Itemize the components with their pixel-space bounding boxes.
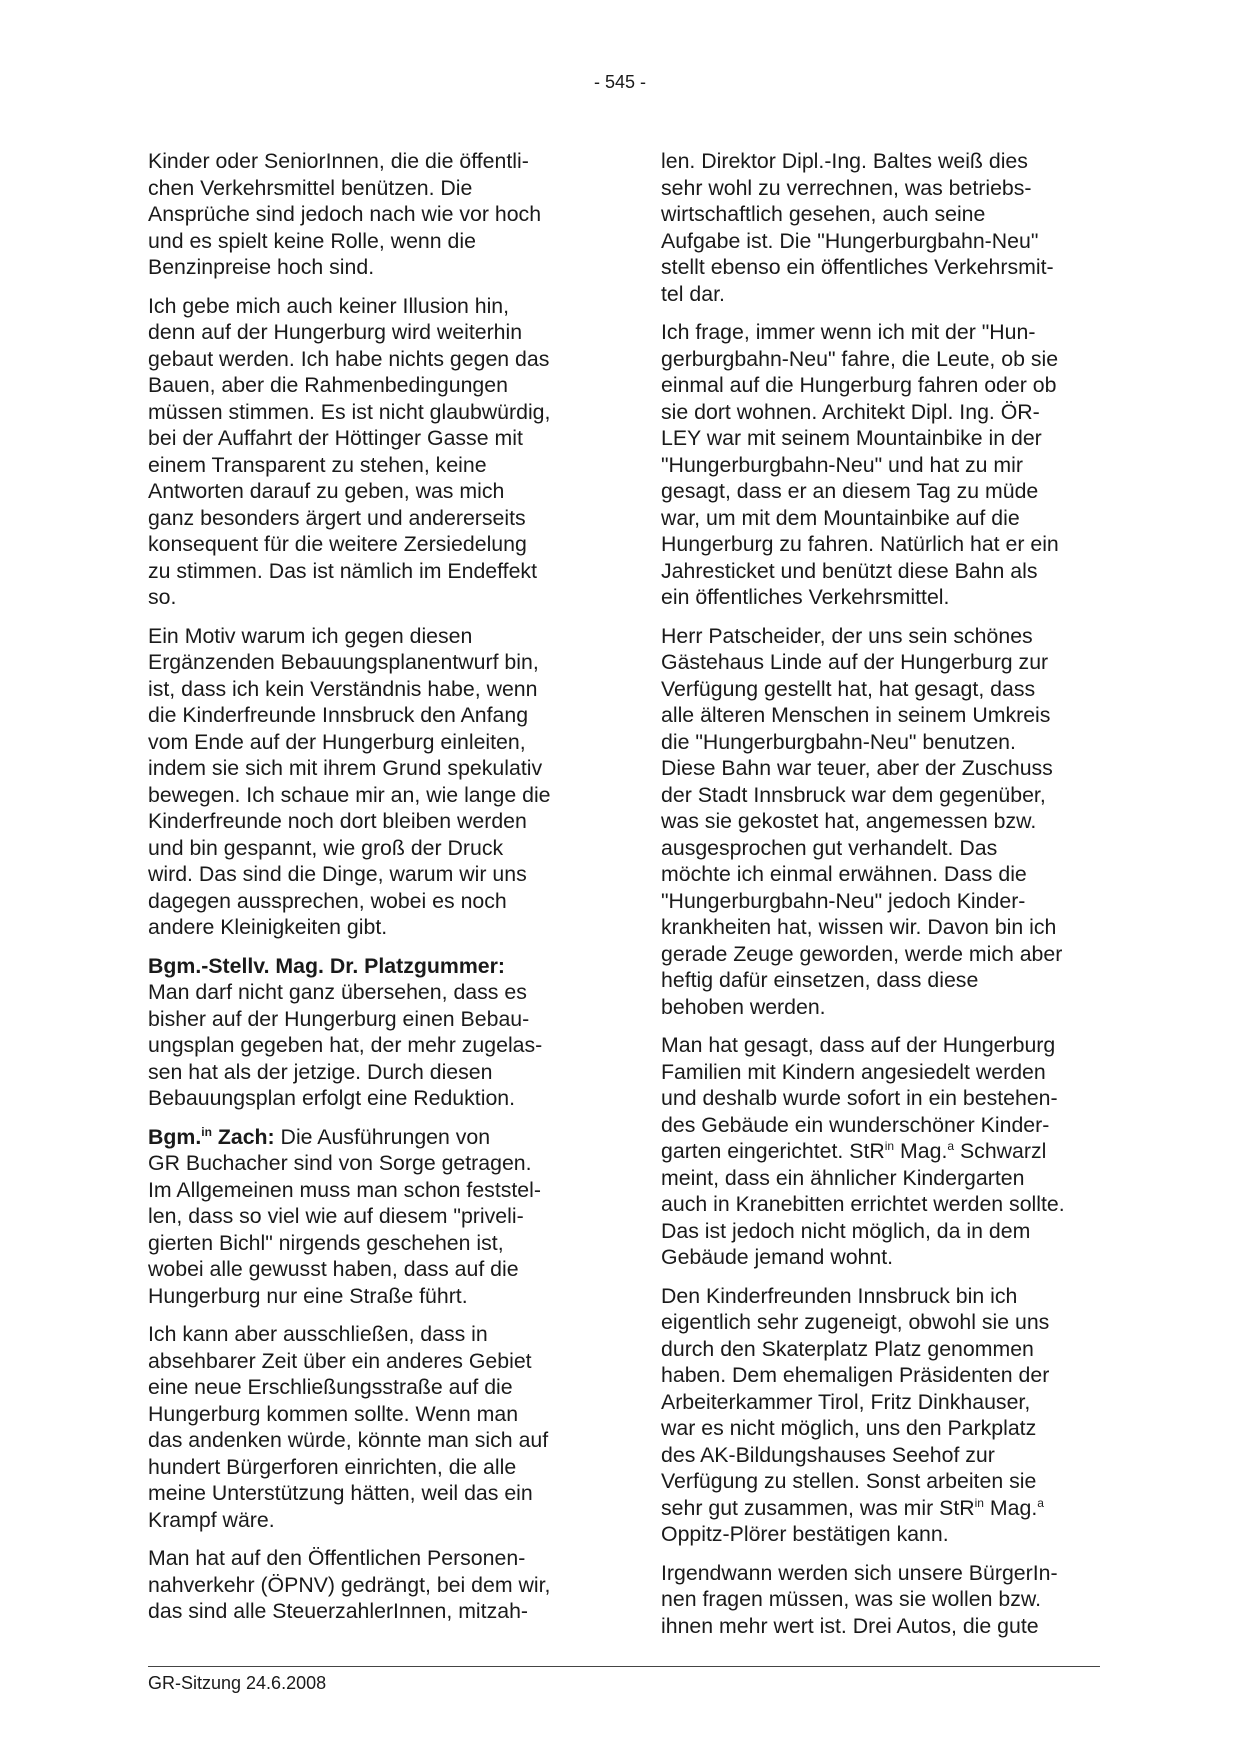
paragraph: Kinder oder SeniorInnen, die die öffentli- chen Verkehrsmittel benützen. Die Ansprüche sind jedoch nach wie vor hoch und es spielt keine Rolle, wenn die Benzinpreise hoch sind. <box>148 149 542 279</box>
speaker-name: Bgm.-Stellv. Mag. Dr. Platzgummer: <box>148 953 505 978</box>
paragraph: Ich frage, immer wenn ich mit der "Hun- gerburgbahn-Neu" fahre, die Leute, ob sie einmal auf die Hungerburg fahren oder ob sie dort wohnen. Architekt Dipl. Ing. ÖR- LEY war mit seinem Mountainbike in der "Hungerburgbahn-Neu" und hat zu mir gesagt, dass er an diesem Tag zu müde war, um mit dem Mountainbike auf die Hungerburg zu fahren. Natürlich hat er ein Jahresticket und benützt diese Bahn als ein öffentliches Verkehrsmittel. <box>661 320 1059 609</box>
paragraph: Ich kann aber ausschließen, dass in absehbarer Zeit über ein anderes Gebiet eine neue Erschließungsstraße auf die Hungerburg kommen sollte. Wenn man das andenken würde, könnte man sich auf hundert Bürgerforen einrichten, die alle meine Unterstützung hätten, weil das ein Krampf wäre. <box>148 1322 549 1532</box>
page-number: - 545 - <box>593 72 647 92</box>
right-column <box>661 148 1106 1651</box>
paragraph-text: Man darf nicht ganz übersehen, dass es bisher auf der Hungerburg einen Bebau- ungsplan gegeben hat, der mehr zugelas- sen hat als der jetzige. Durch diesen Bebauungsplan erfolgt eine Reduktion. <box>148 980 543 1110</box>
paragraph-text: Die Ausführungen von GR Buchacher sind von Sorge getragen. Im Allgemeinen muss man schon feststel- len, dass so viel wie auf diesem "priveli- gierten Bichl" nirgends geschehen ist, wobei alle gewusst haben, dass auf die Hungerburg nur eine Straße führt. <box>148 1124 541 1308</box>
paragraph <box>148 953 593 1112</box>
paragraph: Ein Motiv warum ich gegen diesen Ergänzenden Bebauungsplanentwurf bin, ist, dass ich kein Verständnis habe, wenn die Kinderfreunde Innsbruck den Anfang vom Ende auf der Hungerburg einleiten, indem sie sich mit ihrem Grund spekulativ bewegen. Ich schaue mir an, wie lange die Kinderfreunde noch dort bleiben werden und bin gespannt, wie groß der Druck wird. Das sind die Dinge, warum wir uns dagegen aussprechen, wobei es noch andere Kleinigkeiten gibt. <box>148 623 551 939</box>
paragraph: Man hat auf den Öffentlichen Personen- nahverkehr (ÖPNV) gedrängt, bei dem wir, das sind alle SteuerzahlerInnen, mitzah- <box>148 1546 551 1623</box>
paragraph <box>148 1124 593 1310</box>
footer-divider <box>148 1666 1100 1667</box>
paragraph: Ich gebe mich auch keiner Illusion hin, denn auf der Hungerburg wird weiterhin gebaut werden. Ich habe nichts gegen das Bauen, aber die Rahmenbedingungen müssen stimmen. Es ist nicht glaubwürdig, bei der Auffahrt der Höttinger Gasse mit einem Transparent zu stehen, keine Antworten darauf zu geben, was mich ganz besonders ärgert und andererseits konsequent für die weitere Zersiedelung zu stimmen. Das ist nämlich im Endeffekt so. <box>148 293 551 609</box>
left-column <box>148 148 593 1637</box>
speaker-name: Bgm.$^{in}$ Zach: <box>148 1124 275 1149</box>
paragraph: Den Kinderfreunden Innsbruck bin ich eigentlich sehr zugeneigt, obwohl sie uns durch den Skaterplatz Platz genommen haben. Dem ehemaligen Präsidenten der Arbeiterkammer Tirol, Fritz Dinkhauser, war es nicht möglich, uns den Parkplatz des AK-Bildungshauses Seehof zur Verfügung zu stellen. Sonst arbeiten sie sehr gut zusammen, was mir StR$^{in}$ Mag.$^a$ Oppitz-Plörer bestätigen kann. <box>661 1283 1050 1546</box>
paragraph: Man hat gesagt, dass auf der Hungerburg Familien mit Kindern angesiedelt werden und deshalb wurde sofort in ein bestehen- des Gebäude ein wunderschöner Kinder- garten eingerichtet. StR$^{in}$ Mag.$^a$ Schwarzl meint, dass ein ähnlicher Kindergarten auch in Kranebitten errichtet werden sollte. Das ist jedoch nicht möglich, da in dem Gebäude jemand wohnt. <box>661 1033 1065 1269</box>
paragraph: len. Direktor Dipl.-Ing. Baltes weiß dies sehr wohl zu verrechnen, was betriebs- wirtschaftlich gesehen, auch seine Aufgabe ist. Die "Hungerburgbahn-Neu" stellt ebenso ein öffentliches Verkehrsmit- tel dar. <box>661 149 1054 306</box>
paragraph: Herr Patscheider, der uns sein schönes Gästehaus Linde auf der Hungerburg zur Verfügung gestellt hat, hat gesagt, dass alle älteren Menschen in seinem Umkreis die "Hungerburgbahn-Neu" benutzen. Diese Bahn war teuer, aber der Zuschuss der Stadt Innsbruck war dem gegenüber, was sie gekostet hat, angemessen bzw. ausgesprochen gut verhandelt. Das möchte ich einmal erwähnen. Dass die "Hungerburgbahn-Neu" jedoch Kinder- krankheiten hat, wissen wir. Davon bin ich gerade Zeuge geworden, werde mich aber heftig dafür einsetzen, dass diese behoben werden. <box>661 623 1063 1019</box>
footer-text: GR-Sitzung 24.6.2008 <box>148 1673 327 1693</box>
paragraph: Irgendwann werden sich unsere BürgerIn- nen fragen müssen, was sie wollen bzw. ihnen mehr wert ist. Drei Autos, die gute <box>661 1560 1058 1638</box>
